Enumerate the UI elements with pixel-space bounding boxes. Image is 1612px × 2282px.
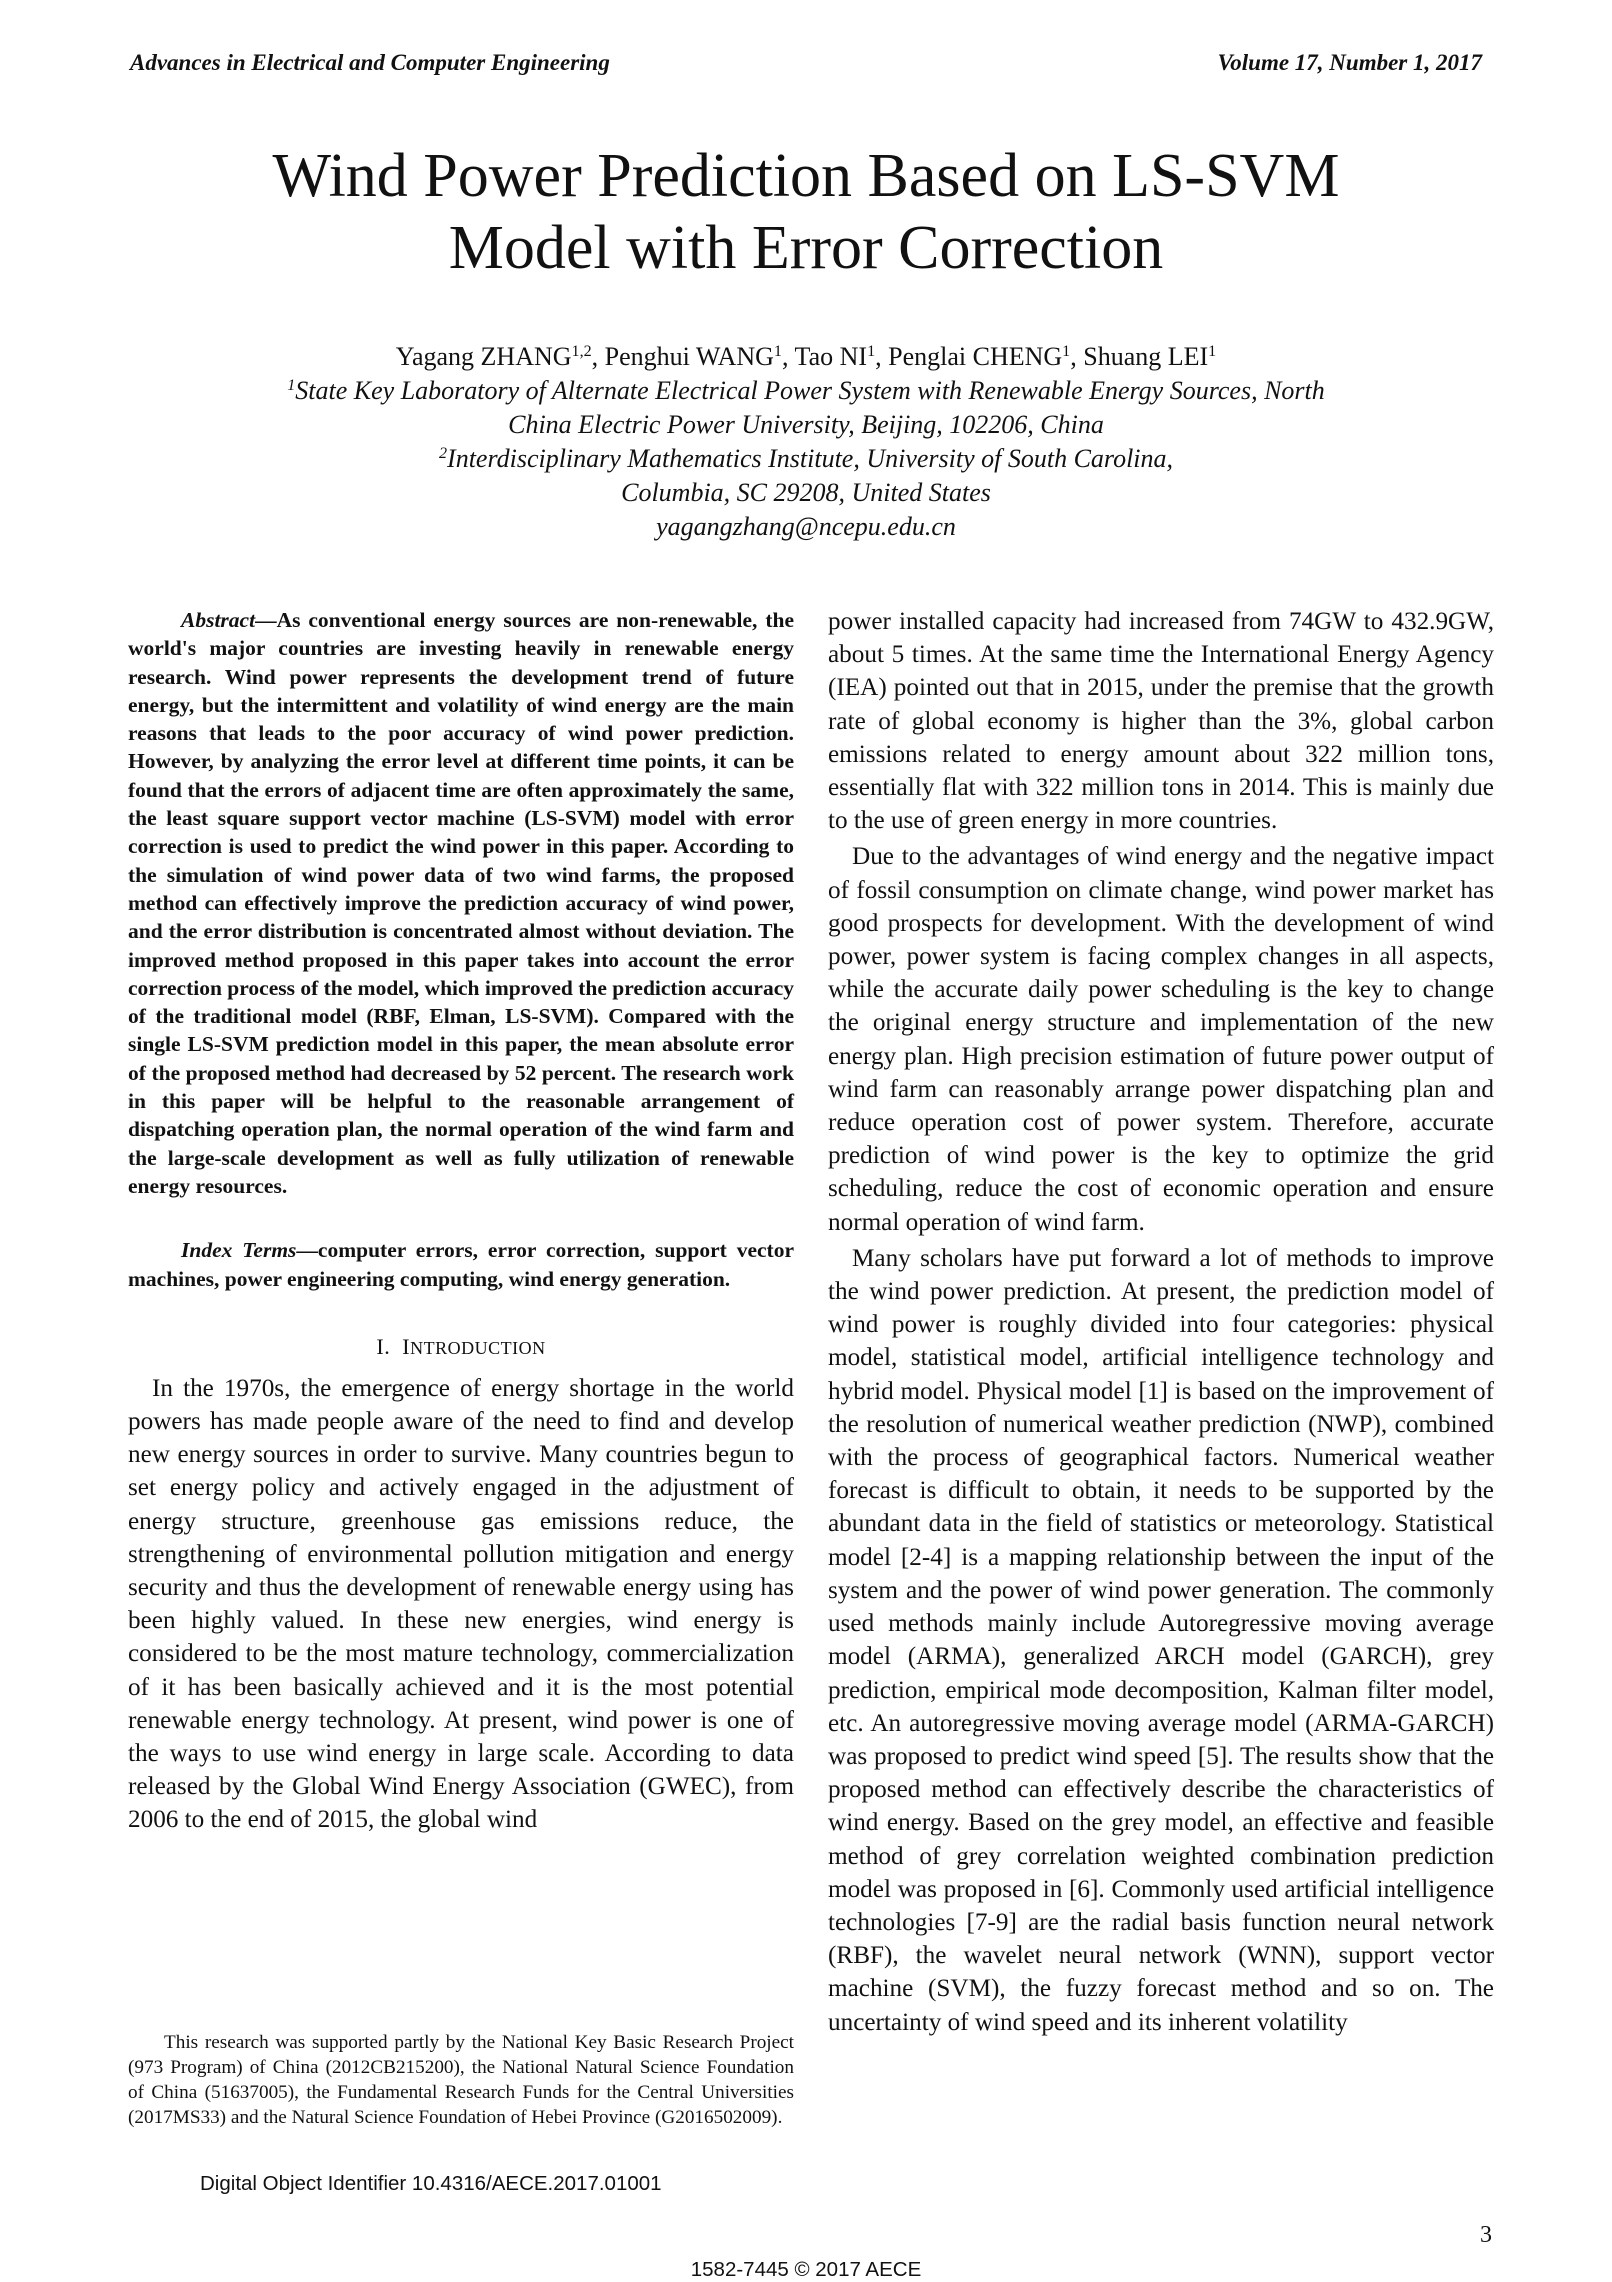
running-header	[130, 50, 1482, 90]
title-line-2: Model with Error Correction	[448, 214, 1164, 282]
affiliation-text: China Electric Power University, Beijing, 102206, China	[508, 410, 1104, 439]
body-paragraph: power installed capacity had increased from 74GW to 432.9GW, about 5 times. At the same time the International Energy Agency (IEA) pointed out that in 2015, under the premise that the growth rate of global economy is higher than the 3%, global carbon emissions related to energy amount about 322 million tons, essentially flat with 322 million tons in 2014. This is mainly due to the use of green energy in more countries.	[828, 608, 1494, 835]
section-heading-introduction	[128, 1333, 794, 1362]
index-terms-text: computer errors, error correction, support vector machines, power engineering computing, wind energy generation.	[128, 1238, 794, 1291]
journal-name: Advances in Electrical and Computer Engineering	[130, 50, 610, 75]
affiliation-2	[130, 442, 1482, 510]
funding-footnote: This research was supported partly by the National Key Basic Research Project (973 Program) of China (2012CB215200), the National Natural Science Foundation of China (51637005), the Fundamental Research Funds for the Central Universities (2017MS33) and the Natural Science Foundation of Hebei Province (G2016502009).	[128, 2032, 794, 2128]
author-list	[130, 340, 1482, 374]
author-separator: ,	[875, 342, 889, 371]
abstract-dash: —	[255, 608, 277, 632]
affiliation-text: Columbia, SC 29208, United States	[621, 478, 991, 507]
affiliation-1	[130, 374, 1482, 442]
author-name: Shuang LEI	[1083, 342, 1209, 371]
author-name: Penghui WANG	[604, 342, 774, 371]
author-separator: ,	[1070, 342, 1084, 371]
author-affiliation-mark: 1	[867, 343, 876, 361]
intro-paragraph: In the 1970s, the emergence of energy shortage in the world powers has made people aware of the need to find and develop new energy sources in order to survive. Many countries begun to set energy policy and actively engaged in the adjustment of energy structure, greenhouse gas emissions reduce, the strengthening of environmental pollution mitigation and energy security and thus the development of renewable energy using has been highly valued. In these new energies, wind energy is considered to be the most mature technology, commercialization of it has been basically achieved and it is the most potential renewable energy technology. At present, wind power is one of the ways to use wind energy in large scale. According to data released by the Global Wind Energy Association (GWEC), from 2006 to the end of 2015, the global wind	[128, 1374, 794, 1834]
index-terms-label: Index Terms	[181, 1238, 297, 1263]
volume-info: Volume 17, Number 1, 2017	[1217, 50, 1482, 75]
body-paragraph: Many scholars have put forward a lot of methods to improve the wind power prediction. At present, the prediction model of wind power is roughly divided into four categories: physical model, statistical model, artificial intelligence technology and hybrid model. Physical model [1] is based on the improvement of the resolution of numerical weather prediction (NWP), combined with the process of geographical factors. Numerical weather forecast is difficult to obtain, it needs to be supported by the abundant data in the field of statistics or meteorology. Statistical model [2-4] is a mapping relationship between the input of the system and the power of wind power generation. The commonly used methods mainly include Autoregressive moving average model (ARMA), generalized ARCH model (GARCH), grey prediction, empirical mode decomposition, Kalman filter model, etc. An autoregressive moving average model (ARMA-GARCH) was proposed to predict wind speed [5]. The results show that the proposed method can effectively describe the characteristics of wind energy. Based on the grey model, an effective and feasible method of grey correlation weighted combination prediction model was proposed in [6]. Commonly used artificial intelligence technologies [7-9] are the radial basis function neural network (RBF), the wavelet neural network (WNN), support vector machine (SVM), the fuzzy forecast method and so on. The uncertainty of wind speed and its inherent volatility	[828, 1244, 1494, 2036]
right-column	[828, 605, 1494, 2039]
section-title-first-letter: I	[402, 1333, 411, 1359]
abstract-text: As conventional energy sources are non-renewable, the world's major countries are investing heavily in renewable energy research. Wind power represents the development trend of future energy, but the intermittent and volatility of wind energy are the main reasons that leads to the poor accuracy of wind power prediction. However, by analyzing the error level at different time points, it can be found that the errors of adjacent time are often approximately the same, the least square support vector machine (LS-SVM) model with error correction is used to predict the wind power in this paper. According to the simulation of wind power data of two wind farms, the proposed method can effectively improve the prediction accuracy of wind power, and the error distribution is concentrated almost without deviation. The improved method proposed in this paper takes into account the error correction process of the model, which improved the prediction accuracy of the traditional model (RBF, Elman, LS-SVM). Compared with the single LS-SVM prediction model in this paper, the mean absolute error of the proposed method had decreased by 52 percent. The research work in this paper will be helpful to the reasonable arrangement of dispatching operation plan, the normal operation of the wind farm and the large-scale development as well as fully utilization of renewable energy resources.	[128, 608, 795, 1198]
left-column	[128, 606, 794, 1837]
abstract-label: Abstract	[181, 608, 256, 632]
doi-line: Digital Object Identifier 10.4316/AECE.2017.01001	[200, 2172, 662, 2195]
author-separator: ,	[781, 342, 795, 371]
author-affiliation-mark: 1	[773, 343, 782, 361]
affiliation-text: Interdisciplinary Mathematics Institute, University of South Carolina,	[447, 444, 1174, 473]
author-separator: ,	[591, 342, 605, 371]
page-number: 3	[1480, 2222, 1492, 2248]
section-numeral: I.	[376, 1333, 391, 1359]
index-terms	[128, 1236, 794, 1293]
author-name: Penglai CHENG	[888, 342, 1063, 371]
author-affiliation-mark: 1,2	[571, 343, 592, 361]
affiliation-text: State Key Laboratory of Alternate Electrical Power System with Renewable Energy Sources, North	[295, 376, 1325, 405]
title-line-1: Wind Power Prediction Based on LS-SVM	[272, 142, 1340, 210]
section-title-rest: NTRODUCTION	[410, 1337, 546, 1358]
issn-copyright: 1582-7445 © 2017 AECE	[690, 2258, 922, 2281]
affiliation-mark: 2	[438, 445, 448, 463]
index-terms-dash: —	[296, 1238, 318, 1263]
affiliation-mark: 1	[287, 377, 296, 395]
author-name: Yagang ZHANG	[395, 342, 572, 371]
abstract	[128, 606, 794, 1200]
author-affiliation-mark: 1	[1062, 343, 1071, 361]
paper-title	[130, 140, 1482, 284]
author-name: Tao NI	[794, 342, 868, 371]
author-email[interactable]: yagangzhang@ncepu.edu.cn	[656, 512, 956, 541]
author-block	[130, 340, 1482, 544]
author-affiliation-mark: 1	[1208, 343, 1217, 361]
body-paragraph: Due to the advantages of wind energy and the negative impact of fossil consumption on climate change, wind power market has good prospects for development. With the development of wind power, power system is facing complex changes in all aspects, while the accurate daily power scheduling is the key to change the original energy structure and implementation of the new energy plan. High precision estimation of future power output of wind farm can reasonably arrange power dispatching plan and reduce operation cost of power system. Therefore, accurate prediction of wind power is the key to optimize the grid scheduling, reduce the cost of economic operation and ensure normal operation of wind farm.	[828, 843, 1494, 1236]
